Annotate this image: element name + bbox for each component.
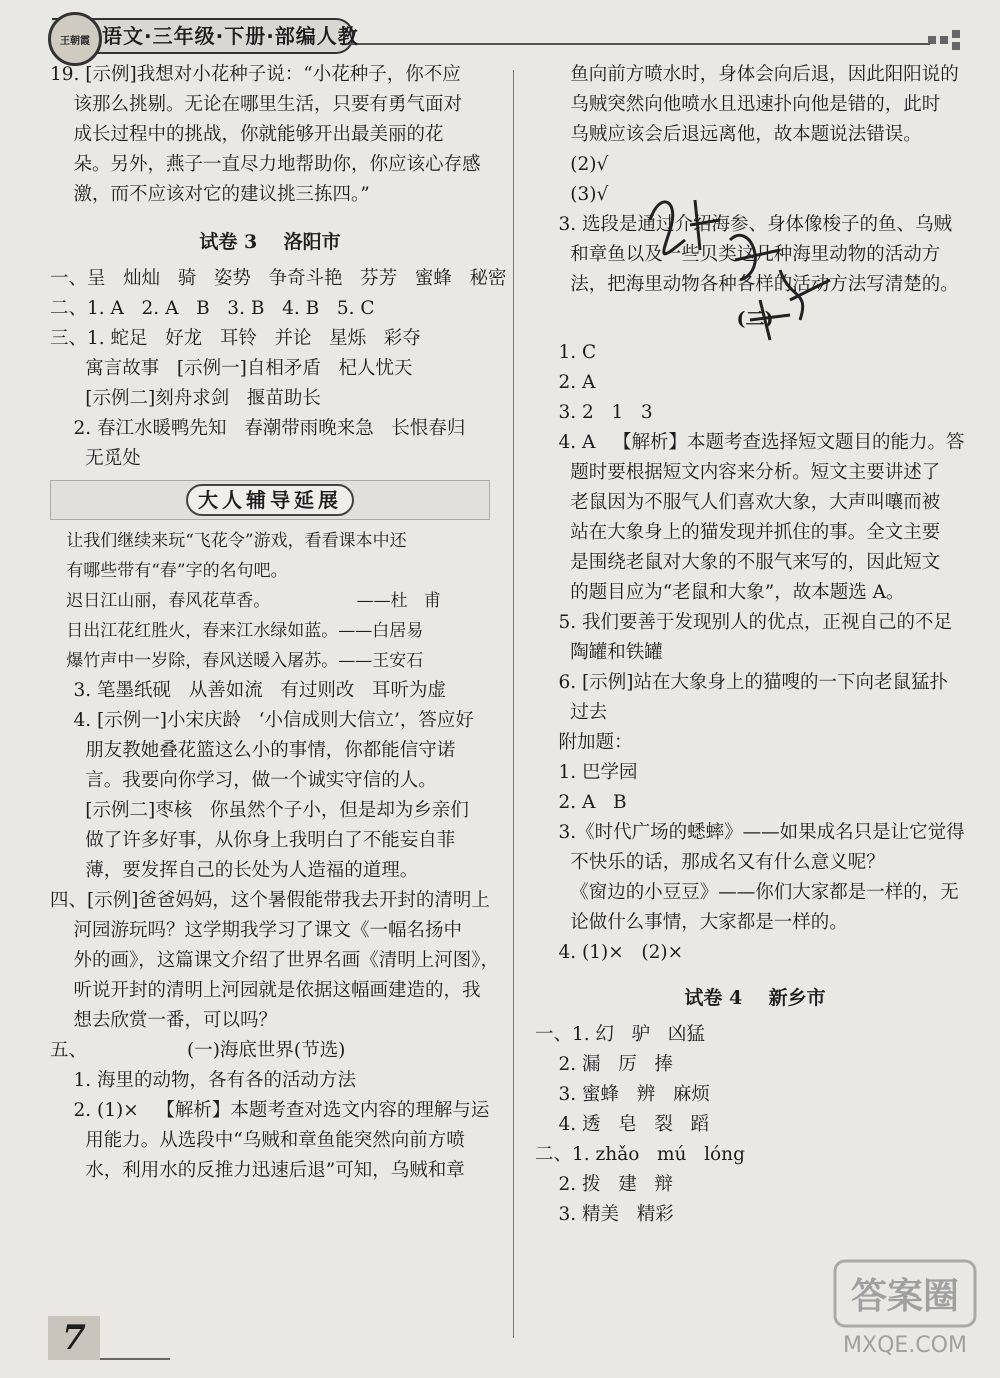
- answer-line: [示例二]枣核 你虽然个子小，但是却为乡亲们: [50, 800, 469, 821]
- answer-line: 2. 拨 建 辩: [535, 1174, 673, 1195]
- answer-line: 4. (1)× (2)×: [535, 942, 684, 963]
- answer-line: 2. A: [535, 372, 596, 393]
- answer-line: 用能力。从选段中“乌贼和章鱼能突然向前方喷: [50, 1130, 465, 1151]
- section-title-test3: 试卷 3 洛阳市: [199, 231, 341, 253]
- header-title: 语文·三年级·下册·部编人教: [102, 24, 359, 48]
- answer-line: 2. (1)× 【解析】本题考查对选文内容的理解与运: [50, 1100, 490, 1121]
- svg-text:MXQE.COM: MXQE.COM: [843, 1333, 967, 1358]
- answer-line: 不快乐的话，那成名又有什么意义呢？: [535, 852, 885, 873]
- answer-line: 言。我要向你学习，做一个诚实守信的人。: [50, 770, 437, 791]
- answer-line: 鱼向前方喷水时，身体会向后退，因此阳阳说的: [535, 64, 959, 85]
- answer-line: 二、1. zhǎo mú lóng: [535, 1144, 745, 1165]
- section-title-test4: 试卷 4 新乡市: [684, 987, 826, 1009]
- column-divider: [513, 70, 514, 1338]
- answer-line: 1. C: [535, 342, 597, 363]
- answer-line: 法，把海里动物各种各样的活动方法写清楚的。: [535, 274, 959, 295]
- answer-line: 一、呈 灿灿 骑 姿势 争奇斗艳 芬芳 蜜蜂 秘密: [50, 268, 507, 289]
- answer-line: 听说开封的清明上河园就是依据这幅画建造的，我: [50, 980, 481, 1001]
- header-rule: [340, 43, 930, 45]
- brand-logo-text: 王朝霞: [60, 35, 90, 47]
- answer-line: 是围绕老鼠对大象的不服气来写的，因此短文: [535, 552, 941, 573]
- answer-line: 水，利用水的反推力迅速后退”可知，乌贼和章: [50, 1160, 465, 1181]
- answer-line: 和章鱼以及一些贝类这几种海里动物的活动方: [535, 244, 941, 265]
- answer-line: 乌贼应该会后退远离他，故本题说法错误。: [535, 124, 922, 145]
- answer-line: 做了许多好事，从你身上我明白了不能妄自菲: [50, 830, 456, 851]
- answer-line: 河园游玩吗？这学期我学习了课文《一幅名扬中: [50, 920, 463, 941]
- watermark-logo: [830, 1256, 980, 1366]
- extension-content: [50, 526, 490, 676]
- answer-line: 乌贼突然向他喷水且迅速扑向他是错的，此时: [535, 94, 941, 115]
- extension-line: 迟日江山丽，春风花草香。 ——杜 甫: [50, 591, 441, 611]
- answer-line: 激，而不应该对它的建议挑三拣四。”: [50, 184, 370, 205]
- answer-line: [示例二]刻舟求剑 揠苗助长: [50, 388, 321, 409]
- extension-line: 有哪些带有“春”字的名句吧。: [50, 561, 288, 581]
- answer-line: 的题目应为“老鼠和大象”，故本题选 A。: [535, 582, 905, 603]
- answer-line: 陶罐和铁罐: [535, 642, 663, 663]
- extension-banner: [50, 480, 490, 520]
- answer-line: 3. 笔墨纸砚 从善如流 有过则改 耳听为虚: [50, 680, 446, 701]
- extension-line: 日出江花红胜火，春来江水绿如蓝。——白居易: [50, 621, 424, 641]
- page-number-rule: [100, 1358, 170, 1360]
- answer-line: 薄，要发挥自己的长处为人造福的道理。: [50, 860, 419, 881]
- answer-line: 题时要根据短文内容来分析。短文主要讲述了: [535, 462, 941, 483]
- answer-line: 4. A 【解析】本题考查选择短文题目的能力。答: [535, 432, 965, 453]
- extension-title: 大人辅导延展: [186, 484, 354, 516]
- answer-block-q19: [50, 60, 490, 210]
- answer-line: 3. 2 1 3: [535, 402, 653, 423]
- answer-line: 一、1. 幻 驴 凶猛: [535, 1024, 705, 1045]
- answer-line: 论做什么事情，大家都是一样的。: [535, 912, 848, 933]
- extension-line: 让我们继续来玩“飞花令”游戏，看看课本中还: [50, 531, 407, 551]
- answer-block-part1-cont: [535, 60, 975, 300]
- answer-line: 寓言故事 [示例一]自相矛盾 杞人忧天: [50, 358, 413, 379]
- answer-block-test3: [50, 264, 507, 474]
- answer-line: (2)√: [535, 154, 609, 175]
- decorative-squares: [928, 30, 962, 52]
- left-column: [50, 60, 507, 1186]
- answer-line: 站在大象身上的猫发现并抓住的事。全文主要: [535, 522, 941, 543]
- right-column: [535, 60, 975, 1230]
- page-number: 7: [48, 1316, 100, 1360]
- answer-line: 二、1. A 2. A B 3. B 4. B 5. C: [50, 298, 375, 319]
- answer-line: 2. A B: [535, 792, 627, 813]
- extension-line: 爆竹声中一岁除，春风送暖入屠苏。——王安石: [50, 651, 424, 671]
- answer-line: (3)√: [535, 184, 609, 205]
- answer-line: 过去: [535, 702, 608, 723]
- brand-logo: [48, 12, 102, 66]
- answer-line: 4. [示例一]小宋庆龄 ‘小信成则大信立’，答应好: [50, 710, 474, 731]
- answer-block-test3-cont: [50, 676, 500, 1186]
- part2-title: (二): [736, 308, 774, 330]
- answer-line: 附加题：: [535, 732, 633, 753]
- svg-text:答案圈: 答案圈: [850, 1276, 960, 1317]
- answer-line: 《窗边的小豆豆》——你们大家都是一样的，无: [535, 882, 959, 903]
- answer-line: 4. 透 皂 裂 蹈: [535, 1114, 709, 1135]
- answer-line: 无觅处: [50, 448, 141, 469]
- answer-line: 3.《时代广场的蟋蟀》——如果成名只是让它觉得: [535, 822, 965, 843]
- answer-line: 3. 选段是通过介绍海参、身体像梭子的鱼、乌贼: [535, 214, 953, 235]
- answer-line: 3. 蜜蜂 辨 麻烦: [535, 1084, 710, 1105]
- answer-block-test4: [535, 1020, 975, 1230]
- answer-block-part2: [535, 338, 975, 968]
- answer-line: 1. 海里的动物，各有各的活动方法: [50, 1070, 357, 1091]
- answer-line: 想去欣赏一番，可以吗？: [50, 1010, 278, 1031]
- answer-line: 三、1. 蛇足 好龙 耳铃 并论 星烁 彩夺: [50, 328, 421, 349]
- answer-line: 3. 精美 精彩: [535, 1204, 674, 1225]
- answer-line: 朵。另外，燕子一直尽力地帮助你，你应该心存感: [50, 154, 481, 175]
- answer-line: 老鼠因为不服气人们喜欢大象，大声叫嚷而被: [535, 492, 941, 513]
- answer-line: 朋友教她叠花篮这么小的事情，你都能信守诺: [50, 740, 456, 761]
- answer-line: 该那么挑剔。无论在哪里生活，只要有勇气面对: [50, 94, 463, 115]
- answer-line: 1. 巴学园: [535, 762, 638, 783]
- answer-line: 四、[示例]爸爸妈妈，这个暑假能带我去开封的清明上: [50, 890, 490, 911]
- answer-line: 2. 春江水暖鸭先知 春潮带雨晚来急 长恨春归: [50, 418, 466, 439]
- answer-line: 外的画》，这篇课文介绍了世界名画《清明上河图》，: [50, 950, 500, 971]
- answer-line: 6. [示例]站在大象身上的猫嗖的一下向老鼠猛扑: [535, 672, 948, 693]
- answer-line: 2. 漏 厉 捧: [535, 1054, 673, 1075]
- answer-line: 5. 我们要善于发现别人的优点，正视自己的不足: [535, 612, 953, 633]
- answer-line: 19. [示例]我想对小花种子说：“小花种子，你不应: [50, 64, 461, 85]
- answer-line: 成长过程中的挑战，你就能够开出最美丽的花: [50, 124, 444, 145]
- answer-line: 五、 (一)海底世界(节选): [50, 1040, 346, 1061]
